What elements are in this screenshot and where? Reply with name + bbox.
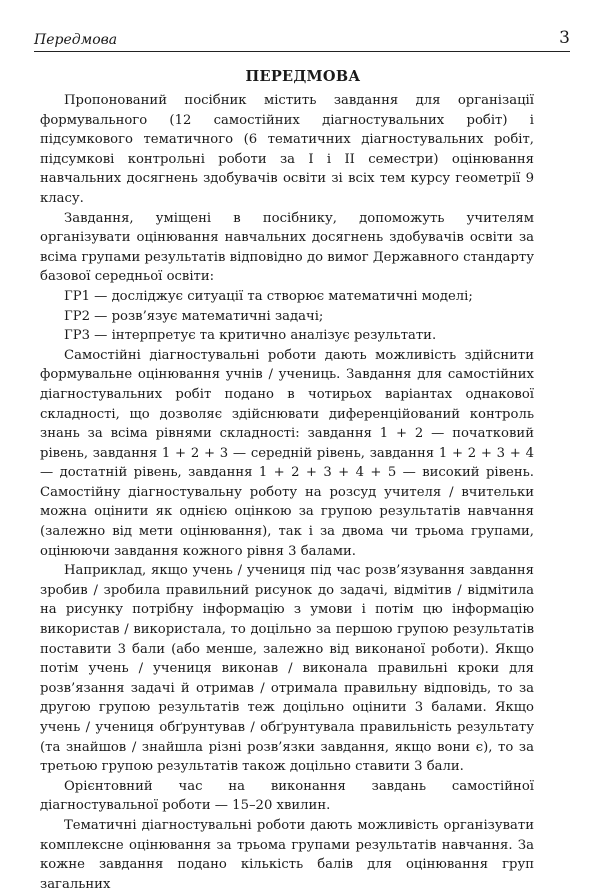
body-text (40, 91, 534, 894)
list-item-gr2: ГР2 — розв’язує математичні задачі; (64, 308, 324, 324)
paragraph-time: Орієнтовний час на виконання завдань самостійної діагностувальної роботи — 15–20 хвилин. (40, 778, 534, 814)
list-item-gr3: ГР3 — інтерпретує та критично аналізує результати. (64, 328, 437, 344)
page-title: ПЕРЕДМОВА (245, 68, 361, 85)
paragraph-purpose: Завдання, уміщені в посібнику, допоможуть учителям організувати оцінювання навчальних досягнень здобувачів освіти за всіма групами результатів відповідно до вимог Державного стандарту базової середньої освіти: (40, 210, 534, 285)
running-head (34, 28, 570, 52)
section-title: Передмова (34, 32, 118, 48)
list-item-gr1: ГР1 — досліджує ситуації та створює математичні моделі; (64, 288, 473, 304)
page-number: 3 (559, 28, 570, 48)
paragraph-example: Наприклад, якщо учень / учениця під час розв’язування завдання зробив / зробила правильний рисунок до задачі, відмітив / відмітила на рисунку потрібну інформацію з умови і потім цю інформацію використав / використала, то доцільно за першою групою результатів поставити 3 бали (або менше, залежно від виконаної роботи). Якщо потім учень / учениця виконав / виконала правильні кроки для розв’язання задачі й отримав / отримала правильну відповідь, то за другою групою результатів теж доцільно оцінити 3 балами. Якщо учень / учениця обґрунтував / обґрунтувала правильність результату (та знайшов / знайшла різні розв’язки завдання, якщо вони є), то за третьою групою результатів також доцільно ставити 3 бали. (40, 563, 534, 775)
paragraph-thematic-works: Тематичні діагностувальні роботи дають можливість організувати комплексне оцінювання за трьома групами результатів навчання. За кожне завдання подано кількість балів для оцінювання груп загальних (40, 817, 534, 892)
paragraph-intro: Пропонований посібник містить завдання для організації формувального (12 самостійних діагностувальних робіт) і підсумкового тематичного (6 тематичних діагностувальних робіт, підсумкові контрольні роботи за I і II семестри) оцінювання навчальних досягнень здобувачів освіти зі всіх тем курсу геометрії 9 класу. (40, 93, 534, 206)
paragraph-independent-works: Самостійні діагностувальні роботи дають можливість здійснити формувальне оцінювання учнів / учениць. Завдання для самостійних діагностувальних робіт подано в чотирьох варіантах однакової складності, що дозволяє здійснювати диференційований контроль знань за всіма рівнями складності: завдання 1 + 2 — початковий рівень, завдання 1 + 2 + 3 — середній рівень, завдання 1 + 2 + 3 + 4 — достатній рівень, завдання 1 + 2 + 3 + 4 + 5 — високий рівень. Самостійну діагностувальну роботу на розсуд учителя / вчительки можна оцінити як однією оцінкою за групою результатів навчання (залежно від мети оцінювання), так і за двома чи трьома групами, оцінюючи завдання кожного рівня 3 балами. (40, 347, 534, 559)
